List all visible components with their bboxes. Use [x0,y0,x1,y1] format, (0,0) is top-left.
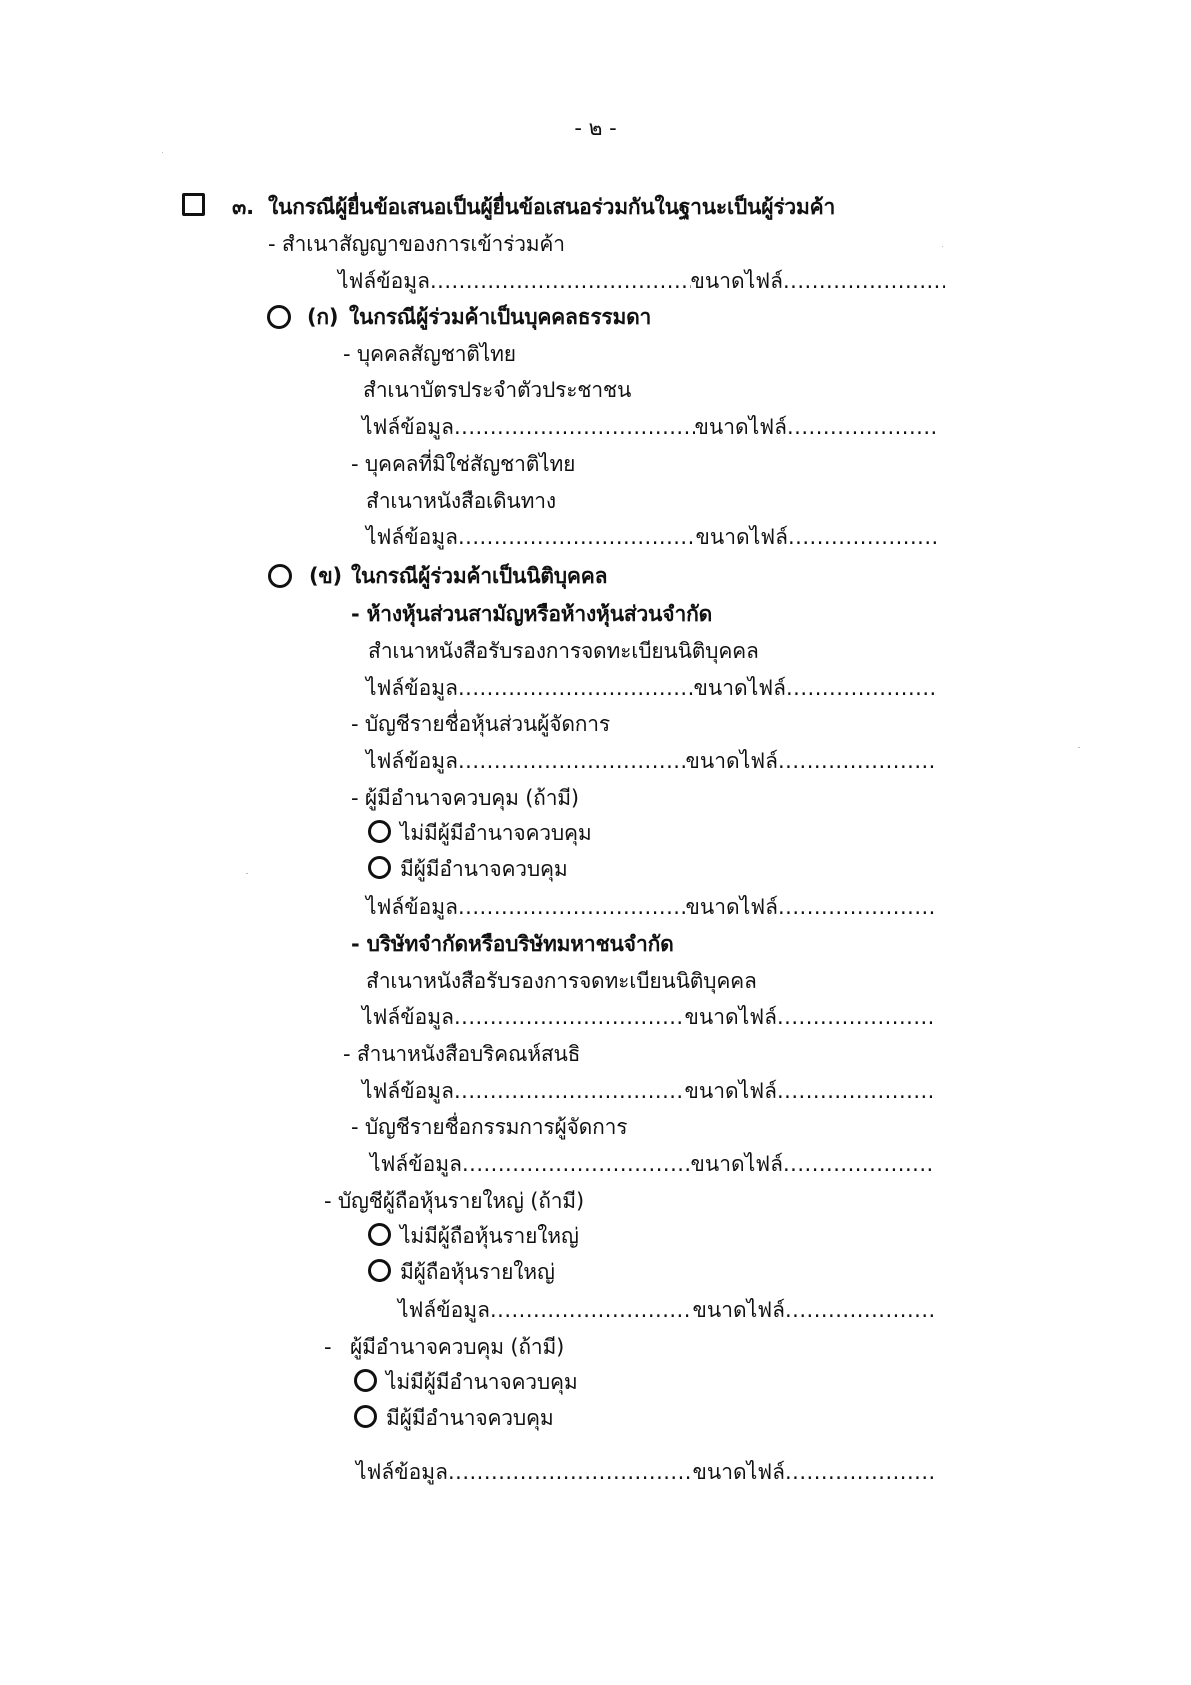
section3-title: ในกรณีผู้ยื่นข้อเสนอเป็นผู้ยื่นข้อเสนอร่วมกันในฐานะเป็นผู้ร่วมค้า [268,195,836,219]
file-field-jv-contract[interactable] [338,267,945,295]
page-number: - ๒ - [574,116,617,140]
item-company: - บริษัทจำกัดหรือบริษัทมหาชนจำกัด [351,932,674,956]
item-foreign-person: - บุคคลที่มิใช่สัญชาติไทย [351,452,576,476]
has-controller-partnership-label: มีผู้มีอำนาจควบคุม [400,857,568,881]
size-label: ขนาดไฟล์ [690,269,783,293]
scan-speck [246,873,248,874]
file-field-controllers-partnership[interactable] [366,893,934,921]
file-label: ไฟล์ข้อมูล [366,525,458,549]
item-controllers-company: ผู้มีอำนาจควบคุม (ถ้ามี) [350,1335,565,1359]
file-label: ไฟล์ข้อมูล [370,1152,462,1176]
section-b-radio[interactable] [268,564,292,588]
file-label: ไฟล์ข้อมูล [362,1079,454,1103]
no-major-shareholder-radio[interactable] [368,1223,391,1246]
has-controller-company-radio[interactable] [354,1405,377,1428]
item-thai-person: - บุคคลสัญชาติไทย [343,342,516,366]
item-controllers-company-dash: - [324,1335,332,1359]
file-field-memorandum[interactable] [362,1077,932,1105]
file-field-major-shareholders[interactable] [398,1296,933,1324]
section-b-title: ในกรณีผู้ร่วมค้าเป็นนิติบุคคล [351,564,608,588]
size-label: ขนาดไฟล์ [684,1005,777,1029]
item-thai-id-card: สำเนาบัตรประจำตัวประชาชน [363,378,632,402]
no-controller-partnership-label: ไม่มีผู้มีอำนาจควบคุม [400,821,592,845]
section3-checkbox[interactable] [182,193,205,216]
size-label: ขนาดไฟล์ [694,415,787,439]
section-a-mark: (ก) [307,305,339,329]
item-major-shareholders: - บัญชีผู้ถือหุ้นรายใหญ่ (ถ้ามี) [324,1189,584,1213]
size-label: ขนาดไฟล์ [693,676,786,700]
item-company-registration: สำเนาหนังสือรับรองการจดทะเบียนนิติบุคคล [366,969,757,993]
item-jv-contract: - สำเนาสัญญาของการเข้าร่วมค้า [268,232,565,256]
scan-speck [162,152,163,153]
file-label: ไฟล์ข้อมูล [366,749,458,773]
size-label: ขนาดไฟล์ [684,1079,777,1103]
has-major-shareholder-label: มีผู้ถือหุ้นรายใหญ่ [400,1260,555,1284]
no-controller-company-radio[interactable] [354,1369,377,1392]
file-field-controllers-company[interactable] [356,1458,933,1486]
scan-speck [1078,747,1080,748]
file-label: ไฟล์ข้อมูล [362,1005,454,1029]
file-label: ไฟล์ข้อมูล [366,895,458,919]
no-major-shareholder-label: ไม่มีผู้ถือหุ้นรายใหญ่ [400,1224,579,1248]
section-a-radio[interactable] [267,305,291,329]
item-partnership-registration: สำเนาหนังสือรับรองการจดทะเบียนนิติบุคคล [368,639,759,663]
no-controller-partnership-radio[interactable] [368,820,391,843]
file-field-managing-partners[interactable] [366,747,936,775]
item-managing-partners: - บัญชีรายชื่อหุ้นส่วนผู้จัดการ [351,712,610,736]
section-b-mark: (ข) [309,564,342,588]
file-label: ไฟล์ข้อมูล [398,1298,490,1322]
item-controllers-partnership: - ผู้มีอำนาจควบคุม (ถ้ามี) [351,786,579,810]
has-controller-company-label: มีผู้มีอำนาจควบคุม [386,1406,554,1430]
size-label: ขนาดไฟล์ [692,1460,785,1484]
section3-number: ๓. [232,195,254,219]
file-field-passport[interactable] [366,523,938,551]
file-label: ไฟล์ข้อมูล [362,415,454,439]
section-a-title: ในกรณีผู้ร่วมค้าเป็นบุคคลธรรมดา [349,305,652,329]
item-memorandum: - สำนาหนังสือบริคณห์สนธิ [343,1042,581,1066]
file-field-partnership-registration[interactable] [366,674,936,702]
file-label: ไฟล์ข้อมูล [356,1460,448,1484]
file-label: ไฟล์ข้อมูล [366,676,458,700]
size-label: ขนาดไฟล์ [695,525,788,549]
scan-speck [942,246,943,247]
no-controller-company-label: ไม่มีผู้มีอำนาจควบคุม [386,1370,578,1394]
size-label: ขนาดไฟล์ [690,1152,783,1176]
file-label: ไฟล์ข้อมูล [338,269,430,293]
item-partnership: - ห้างหุ้นส่วนสามัญหรือห้างหุ้นส่วนจำกัด [351,602,713,626]
file-field-company-registration[interactable] [362,1003,932,1031]
has-major-shareholder-radio[interactable] [368,1259,391,1282]
file-field-directors[interactable] [370,1150,933,1178]
size-label: ขนาดไฟล์ [692,1298,785,1322]
size-label: ขนาดไฟล์ [685,895,778,919]
file-field-thai-id-card[interactable] [362,413,937,441]
item-directors: - บัญชีรายชื่อกรรมการผู้จัดการ [351,1115,628,1139]
has-controller-partnership-radio[interactable] [368,856,391,879]
size-label: ขนาดไฟล์ [685,749,778,773]
item-passport: สำเนาหนังสือเดินทาง [366,489,556,513]
